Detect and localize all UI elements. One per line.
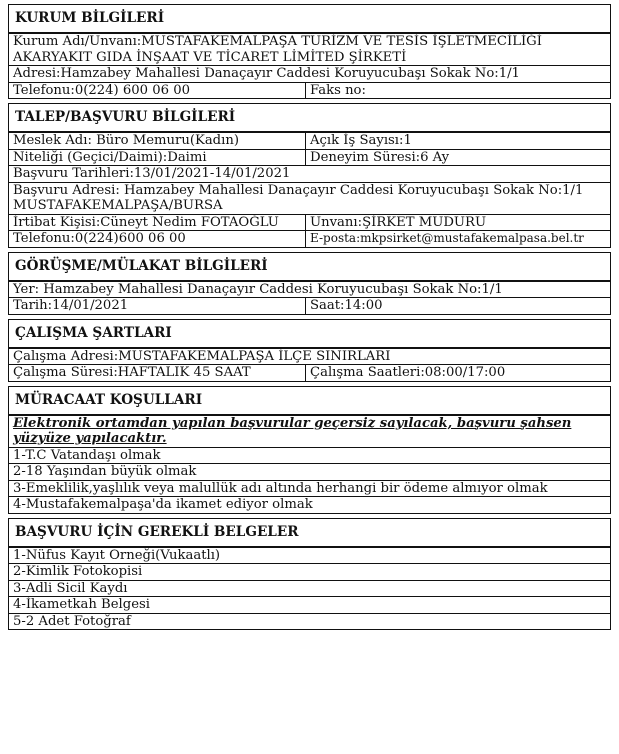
calisma-adresi: Çalışma Adresi:MUSTAFAKEMALPAŞA İLÇE SINIRLARI <box>13 348 391 364</box>
muracaat-table <box>8 415 611 514</box>
kurum-adres-row <box>9 66 610 83</box>
belge-item: 4-İkametkah Belgesi <box>13 597 151 612</box>
list-item <box>9 464 610 481</box>
acik-is-sayisi: Açık İş Sayısı:1 <box>310 133 412 148</box>
talep-nitelik-row <box>9 150 610 167</box>
list-item <box>9 564 610 581</box>
list-item <box>9 448 610 465</box>
list-item <box>9 581 610 598</box>
irtibat-kisisi: İrtibat Kişisi:Cüneyt Nedim FOTAOĞLU <box>9 215 306 231</box>
muracaat-item: 3-Emeklilik,yaşlılık veya malullük adı altında herhangi bir ödeme almıyor olmak <box>13 480 548 496</box>
list-item <box>9 597 610 614</box>
belge-item: 3-Adli Sicil Kaydı <box>13 580 128 596</box>
muracaat-item: 1-T.C Vatandaşı olmak <box>13 447 161 463</box>
kurum-telefon-row <box>9 83 610 100</box>
muracaat-item: 2-18 Yaşından büyük olmak <box>13 464 197 479</box>
kurum-telefon: Telefonu:0(224) 600 06 00 <box>9 83 306 99</box>
talep-table <box>8 132 611 248</box>
kurum-adi: Kurum Adı/Unvanı:MUSTAFAKEMALPAŞA TURİZM VE TESİS İŞLETMECİLİĞİ AKARYAKIT GIDA İNŞAAT VE TİCARET LİMİTED ŞİRKETİ <box>13 34 542 65</box>
basvuru-tarihleri: Başvuru Tarihleri:13/01/2021-14/01/2021 <box>13 166 291 181</box>
talep-telefon-row <box>9 231 610 248</box>
belge-item: 1-Nüfus Kayıt Örneği(Vukaatlı) <box>13 547 221 563</box>
talep-irtibat-row <box>9 215 610 232</box>
gorusme-tarih-row <box>9 298 610 315</box>
calisma-sure-row <box>9 365 610 382</box>
calisma-adres-row <box>9 348 610 366</box>
belgeler-table <box>8 547 611 631</box>
list-item <box>9 614 610 631</box>
unvani: Unvanı:ŞİRKET MÜDÜRÜ <box>310 214 487 230</box>
section-title-calisma: ÇALIŞMA ŞARTLARI <box>8 319 611 348</box>
list-item <box>9 497 610 514</box>
basvuru-adresi: Başvuru Adresi: Hamzabey Mahallesi Danaçayır Caddesi Koruyucubaşı Sokak No:1/1 MUSTAFAKEMALPAŞA/BURSA <box>13 182 584 213</box>
talep-telefon: Telefonu:0(224)600 06 00 <box>9 231 306 247</box>
gorusme-tarih: Tarih:14/01/2021 <box>9 298 306 314</box>
niteligi: Niteliği (Geçici/Daimi):Daimi <box>9 150 306 166</box>
muracaat-item: 4-Mustafakemalpaşa'da ikamet ediyor olmak <box>13 497 313 512</box>
calisma-suresi: Çalışma Süresi:HAFTALIK 45 SAAT <box>9 365 306 381</box>
kurum-table <box>8 33 611 99</box>
section-title-belgeler: BAŞVURU İÇİN GEREKLİ BELGELER <box>8 518 611 547</box>
eposta: E-posta:mkpsirket@mustafakemalpasa.bel.tr <box>310 231 584 245</box>
kurum-adres: Adresi:Hamzabey Mahallesi Danaçayır Caddesi Koruyucubaşı Sokak No:1/1 <box>13 66 520 81</box>
talep-tarih-row <box>9 166 610 183</box>
belge-item: 5-2 Adet Fotoğraf <box>13 613 131 629</box>
list-item <box>9 481 610 498</box>
meslek-adi: Meslek Adı: Büro Memuru(Kadın) <box>9 133 306 149</box>
calisma-saatleri: Çalışma Saatleri:08:00/17:00 <box>310 365 506 380</box>
muracaat-uyari: Elektronik ortamdan yapılan başvurular geçersiz sayılacak, başvuru şahsen yüzyüze yapılacaktır. <box>13 415 572 446</box>
deneyim-suresi: Deneyim Süresi:6 Ay <box>310 149 450 165</box>
kurum-adi-row <box>9 33 610 66</box>
job-posting-document <box>8 4 611 630</box>
muracaat-uyari-row <box>9 415 610 448</box>
talep-adres-row <box>9 183 610 215</box>
section-title-muracaat: MÜRACAAT KOŞULLARI <box>8 386 611 415</box>
list-item <box>9 547 610 565</box>
calisma-table <box>8 348 611 382</box>
section-title-talep: TALEP/BAŞVURU BİLGİLERİ <box>8 103 611 132</box>
gorusme-yer: Yer: Hamzabey Mahallesi Danaçayır Caddesi Koruyucubaşı Sokak No:1/1 <box>13 281 503 297</box>
talep-meslek-row <box>9 132 610 150</box>
section-title-gorusme: GÖRÜŞME/MÜLAKAT BİLGİLERİ <box>8 252 611 281</box>
gorusme-table <box>8 281 611 315</box>
gorusme-yer-row <box>9 281 610 299</box>
section-title-kurum: KURUM BİLGİLERİ <box>8 4 611 33</box>
belge-item: 2-Kimlik Fotokopisi <box>13 564 143 579</box>
kurum-faks: Faks no: <box>310 82 366 98</box>
gorusme-saat: Saat:14:00 <box>310 298 383 313</box>
